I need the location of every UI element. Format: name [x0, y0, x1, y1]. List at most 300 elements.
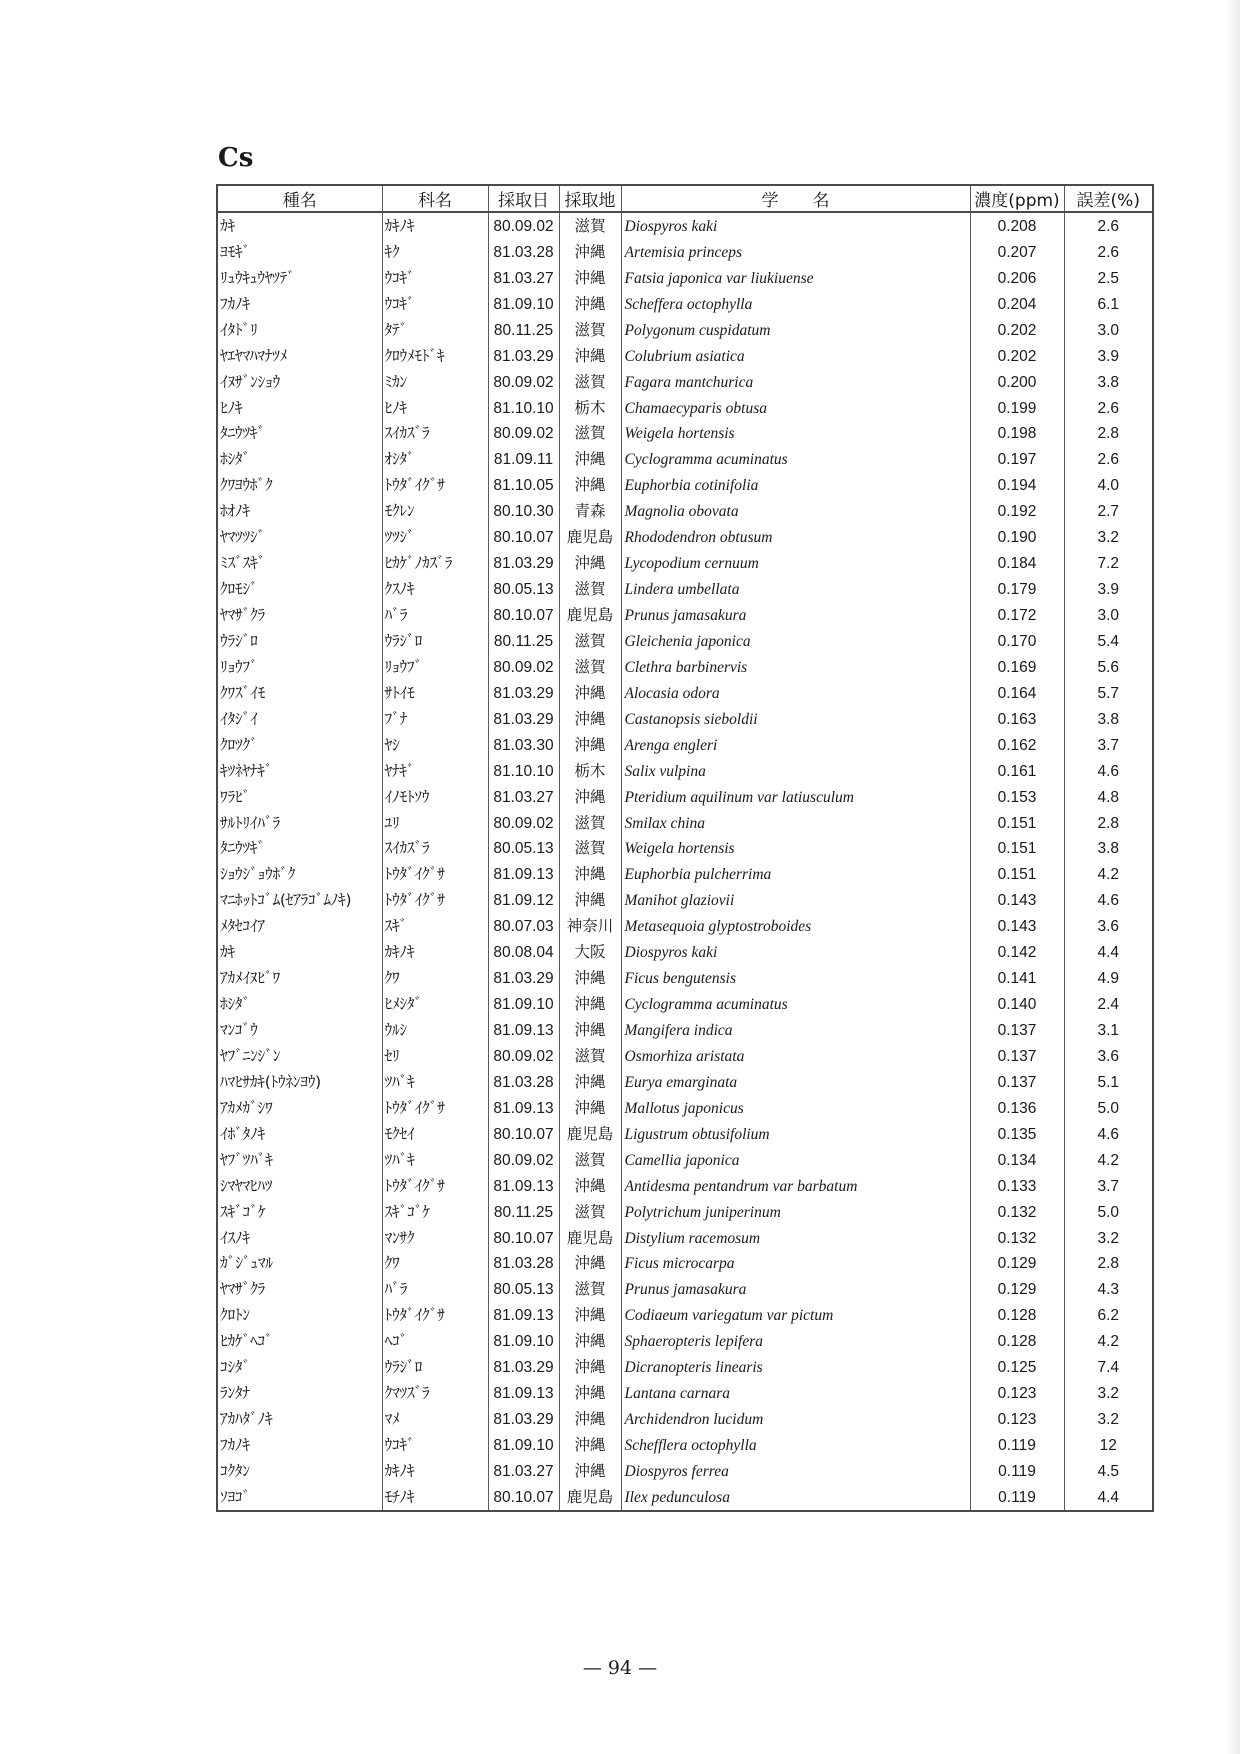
cell-concentration: 0.136	[970, 1095, 1064, 1121]
cell-species-name: ﾔﾏｻﾞｸﾗ	[217, 1276, 382, 1302]
table-row	[217, 265, 1153, 291]
cell-species-name: ｸﾛﾂｸﾞ	[217, 732, 382, 758]
cell-error: 3.1	[1064, 1017, 1153, 1043]
cell-scientific-name: Smilax china	[621, 810, 970, 836]
cell-error: 4.8	[1064, 784, 1153, 810]
cell-location: 沖縄	[559, 991, 621, 1017]
cell-date: 80.10.07	[488, 602, 559, 628]
cell-error: 5.1	[1064, 1069, 1153, 1095]
cell-location: 沖縄	[559, 446, 621, 472]
cell-scientific-name: Camellia japonica	[621, 1147, 970, 1173]
table-row	[217, 810, 1153, 836]
table-row	[217, 446, 1153, 472]
table-row	[217, 1328, 1153, 1354]
cell-date: 81.09.13	[488, 1380, 559, 1406]
cell-date: 81.03.29	[488, 550, 559, 576]
cell-concentration: 0.132	[970, 1225, 1064, 1251]
cell-error: 3.8	[1064, 706, 1153, 732]
cell-location: 栃木	[559, 758, 621, 784]
cell-concentration: 0.128	[970, 1328, 1064, 1354]
cell-family: ｳｺｷﾞ	[382, 1432, 488, 1458]
cell-family: ｳｺｷﾞ	[382, 265, 488, 291]
cell-family: ﾓﾁﾉｷ	[382, 1484, 488, 1511]
cell-species-name: ﾘｮｳﾌﾞ	[217, 654, 382, 680]
cell-family: ﾄｳﾀﾞｲｸﾞｻ	[382, 887, 488, 913]
cell-scientific-name: Colubrium asiatica	[621, 343, 970, 369]
table-row	[217, 498, 1153, 524]
cell-species-name: ｻﾙﾄﾘｲﾊﾞﾗ	[217, 810, 382, 836]
cell-location: 滋賀	[559, 317, 621, 343]
header-species-name: 種名	[217, 185, 382, 212]
cell-date: 81.09.10	[488, 991, 559, 1017]
cell-date: 80.05.13	[488, 1276, 559, 1302]
cell-species-name: ﾋｶｹﾞﾍｺﾞ	[217, 1328, 382, 1354]
cell-scientific-name: Distylium racemosum	[621, 1225, 970, 1251]
page-number: — 94 —	[582, 1657, 658, 1679]
table-row	[217, 395, 1153, 421]
cell-concentration: 0.129	[970, 1251, 1064, 1277]
cell-date: 81.03.28	[488, 1251, 559, 1277]
cell-concentration: 0.142	[970, 939, 1064, 965]
cell-family: ｽｷﾞ	[382, 913, 488, 939]
cell-concentration: 0.204	[970, 291, 1064, 317]
table-row	[217, 654, 1153, 680]
cell-location: 沖縄	[559, 1380, 621, 1406]
cell-location: 滋賀	[559, 576, 621, 602]
table-row	[217, 758, 1153, 784]
cell-concentration: 0.133	[970, 1173, 1064, 1199]
table-row	[217, 1017, 1153, 1043]
table-row	[217, 369, 1153, 395]
cell-species-name: ﾏﾆﾎｯﾄｺﾞﾑ(ｾｱﾗｺﾞﾑﾉｷ)	[217, 887, 382, 913]
cell-family: ｳｺｷﾞ	[382, 291, 488, 317]
cell-concentration: 0.208	[970, 212, 1064, 239]
cell-concentration: 0.137	[970, 1043, 1064, 1069]
cell-concentration: 0.125	[970, 1354, 1064, 1380]
cell-scientific-name: Euphorbia pulcherrima	[621, 861, 970, 887]
cell-location: 滋賀	[559, 628, 621, 654]
cell-location: 沖縄	[559, 265, 621, 291]
cell-error: 3.7	[1064, 732, 1153, 758]
cell-concentration: 0.162	[970, 732, 1064, 758]
cell-family: ﾊﾞﾗ	[382, 602, 488, 628]
cell-species-name: ｳﾗｼﾞﾛ	[217, 628, 382, 654]
cell-concentration: 0.119	[970, 1458, 1064, 1484]
cell-concentration: 0.143	[970, 913, 1064, 939]
cell-location: 鹿児島	[559, 1121, 621, 1147]
cell-scientific-name: Diospyros kaki	[621, 939, 970, 965]
table-body	[217, 212, 1153, 1511]
cell-error: 3.9	[1064, 343, 1153, 369]
cell-concentration: 0.161	[970, 758, 1064, 784]
header-scientific-name: 学 名	[621, 185, 970, 212]
cell-location: 沖縄	[559, 1069, 621, 1095]
cell-species-name: ｷﾂﾈﾔﾅｷﾞ	[217, 758, 382, 784]
cell-location: 沖縄	[559, 1017, 621, 1043]
table-row	[217, 1095, 1153, 1121]
cell-date: 80.05.13	[488, 576, 559, 602]
cell-concentration: 0.140	[970, 991, 1064, 1017]
cell-error: 2.8	[1064, 421, 1153, 447]
table-row	[217, 421, 1153, 447]
cell-error: 4.3	[1064, 1276, 1153, 1302]
cell-family: ｵｼﾀﾞ	[382, 446, 488, 472]
cell-error: 4.2	[1064, 1147, 1153, 1173]
cell-location: 沖縄	[559, 291, 621, 317]
cell-species-name: ﾐｽﾞｽｷﾞ	[217, 550, 382, 576]
cell-concentration: 0.197	[970, 446, 1064, 472]
cell-scientific-name: Antidesma pentandrum var barbatum	[621, 1173, 970, 1199]
cell-species-name: ｸﾜﾖｳﾎﾞｸ	[217, 472, 382, 498]
cell-date: 81.09.11	[488, 446, 559, 472]
table-row	[217, 1380, 1153, 1406]
cell-error: 3.0	[1064, 602, 1153, 628]
cell-error: 3.8	[1064, 369, 1153, 395]
cell-location: 沖縄	[559, 1328, 621, 1354]
cell-scientific-name: Prunus jamasakura	[621, 1276, 970, 1302]
cell-location: 滋賀	[559, 1199, 621, 1225]
cell-family: ﾋｶｹﾞﾉｶｽﾞﾗ	[382, 550, 488, 576]
table-row	[217, 524, 1153, 550]
cell-species-name: ｽｷﾞｺﾞｹ	[217, 1199, 382, 1225]
cell-location: 沖縄	[559, 887, 621, 913]
cell-family: ｸﾏﾂｽﾞﾗ	[382, 1380, 488, 1406]
cell-species-name: ｲﾎﾞﾀﾉｷ	[217, 1121, 382, 1147]
cell-location: 沖縄	[559, 680, 621, 706]
cell-family: ﾄｳﾀﾞｲｸﾞｻ	[382, 1095, 488, 1121]
header-family: 科名	[382, 185, 488, 212]
cell-family: ｶｷﾉｷ	[382, 939, 488, 965]
table-row	[217, 706, 1153, 732]
cell-concentration: 0.123	[970, 1380, 1064, 1406]
cell-species-name: ﾀﾆｳﾂｷﾞ	[217, 421, 382, 447]
cell-date: 80.09.02	[488, 421, 559, 447]
cell-location: 沖縄	[559, 1406, 621, 1432]
cell-scientific-name: Prunus jamasakura	[621, 602, 970, 628]
cell-date: 80.10.07	[488, 1121, 559, 1147]
table-row	[217, 965, 1153, 991]
cell-scientific-name: Weigela hortensis	[621, 836, 970, 862]
cell-species-name: ﾎｵﾉｷ	[217, 498, 382, 524]
header-concentration: 濃度(ppm)	[970, 185, 1064, 212]
cell-location: 沖縄	[559, 861, 621, 887]
table-row	[217, 1276, 1153, 1302]
cell-error: 5.7	[1064, 680, 1153, 706]
cell-error: 2.4	[1064, 991, 1153, 1017]
cell-species-name: ﾔﾌﾞﾂﾊﾞｷ	[217, 1147, 382, 1173]
cell-error: 4.6	[1064, 758, 1153, 784]
cell-error: 4.5	[1064, 1458, 1153, 1484]
cell-error: 2.6	[1064, 239, 1153, 265]
table-row	[217, 1484, 1153, 1511]
cell-scientific-name: Castanopsis sieboldii	[621, 706, 970, 732]
cell-date: 80.11.25	[488, 317, 559, 343]
cell-error: 2.6	[1064, 395, 1153, 421]
table-header-row	[217, 185, 1153, 212]
cell-concentration: 0.206	[970, 265, 1064, 291]
cell-concentration: 0.132	[970, 1199, 1064, 1225]
cell-error: 2.8	[1064, 810, 1153, 836]
cell-family: ｽｷﾞｺﾞｹ	[382, 1199, 488, 1225]
cell-species-name: ﾔﾏﾂﾂｼﾞ	[217, 524, 382, 550]
cell-date: 80.10.30	[488, 498, 559, 524]
cell-location: 沖縄	[559, 239, 621, 265]
cell-date: 81.09.10	[488, 291, 559, 317]
cell-date: 81.09.13	[488, 1095, 559, 1121]
cell-species-name: ﾎｼﾀﾞ	[217, 446, 382, 472]
cell-location: 神奈川	[559, 913, 621, 939]
cell-family: ｳﾙｼ	[382, 1017, 488, 1043]
table-row	[217, 836, 1153, 862]
cell-species-name: ﾔｴﾔﾏﾊﾏﾅﾂﾒ	[217, 343, 382, 369]
table-row	[217, 1251, 1153, 1277]
cell-scientific-name: Codiaeum variegatum var pictum	[621, 1302, 970, 1328]
cell-concentration: 0.123	[970, 1406, 1064, 1432]
cell-error: 3.2	[1064, 1380, 1153, 1406]
table-row	[217, 1147, 1153, 1173]
cell-scientific-name: Clethra barbinervis	[621, 654, 970, 680]
cell-scientific-name: Polygonum cuspidatum	[621, 317, 970, 343]
cell-error: 5.0	[1064, 1199, 1153, 1225]
cell-error: 4.6	[1064, 887, 1153, 913]
cell-date: 80.09.02	[488, 1043, 559, 1069]
cell-species-name: ｲﾀｼﾞｲ	[217, 706, 382, 732]
cell-error: 3.0	[1064, 317, 1153, 343]
cell-date: 81.09.13	[488, 1302, 559, 1328]
cell-date: 81.03.27	[488, 784, 559, 810]
cell-location: 沖縄	[559, 732, 621, 758]
cell-scientific-name: Eurya emarginata	[621, 1069, 970, 1095]
cell-family: ﾓｸﾚﾝ	[382, 498, 488, 524]
cell-family: ﾂﾊﾞｷ	[382, 1147, 488, 1173]
cell-concentration: 0.202	[970, 317, 1064, 343]
cell-species-name: ﾒﾀｾｺｲｱ	[217, 913, 382, 939]
cell-family: ﾔｼ	[382, 732, 488, 758]
cell-species-name: ｱｶﾒｶﾞｼﾜ	[217, 1095, 382, 1121]
cell-concentration: 0.172	[970, 602, 1064, 628]
cell-species-name: ﾌｶﾉｷ	[217, 1432, 382, 1458]
cell-species-name: ﾏﾝｺﾞｳ	[217, 1017, 382, 1043]
cell-date: 80.11.25	[488, 628, 559, 654]
cell-species-name: ｶｷ	[217, 939, 382, 965]
cell-date: 80.09.02	[488, 369, 559, 395]
table-row	[217, 239, 1153, 265]
scan-edge-shadow	[1226, 0, 1240, 1754]
cell-scientific-name: Salix vulpina	[621, 758, 970, 784]
table-row	[217, 913, 1153, 939]
cell-error: 3.6	[1064, 913, 1153, 939]
cell-family: ｽｲｶｽﾞﾗ	[382, 421, 488, 447]
cell-scientific-name: Rhododendron obtusum	[621, 524, 970, 550]
cell-date: 80.10.07	[488, 1484, 559, 1511]
cell-family: ｸﾛｳﾒﾓﾄﾞｷ	[382, 343, 488, 369]
cell-family: ﾄｳﾀﾞｲｸﾞｻ	[382, 472, 488, 498]
cell-scientific-name: Ilex pedunculosa	[621, 1484, 970, 1511]
cell-error: 12	[1064, 1432, 1153, 1458]
cell-scientific-name: Diospyros kaki	[621, 212, 970, 239]
cell-family: ﾄｳﾀﾞｲｸﾞｻ	[382, 1302, 488, 1328]
cell-scientific-name: Archidendron lucidum	[621, 1406, 970, 1432]
cell-species-name: ｸﾛﾓｼﾞ	[217, 576, 382, 602]
cell-error: 4.4	[1064, 1484, 1153, 1511]
cell-location: 鹿児島	[559, 524, 621, 550]
table-row	[217, 212, 1153, 239]
cell-scientific-name: Pteridium aquilinum var latiusculum	[621, 784, 970, 810]
table-row	[217, 1406, 1153, 1432]
cell-error: 3.6	[1064, 1043, 1153, 1069]
cell-location: 沖縄	[559, 1354, 621, 1380]
cell-concentration: 0.151	[970, 810, 1064, 836]
cell-concentration: 0.135	[970, 1121, 1064, 1147]
cell-family: ﾂﾂｼﾞ	[382, 524, 488, 550]
cell-location: 沖縄	[559, 1173, 621, 1199]
cell-location: 沖縄	[559, 1432, 621, 1458]
cell-concentration: 0.134	[970, 1147, 1064, 1173]
cell-concentration: 0.137	[970, 1017, 1064, 1043]
cell-family: ﾓｸｾｲ	[382, 1121, 488, 1147]
cell-species-name: ｲｽﾉｷ	[217, 1225, 382, 1251]
cell-error: 3.2	[1064, 1225, 1153, 1251]
cell-concentration: 0.169	[970, 654, 1064, 680]
cell-date: 80.09.02	[488, 654, 559, 680]
cell-species-name: ﾌｶﾉｷ	[217, 291, 382, 317]
cell-location: 鹿児島	[559, 602, 621, 628]
cell-concentration: 0.190	[970, 524, 1064, 550]
table-row	[217, 1121, 1153, 1147]
cell-species-name: ﾔﾏｻﾞｸﾗ	[217, 602, 382, 628]
cell-family: ﾄｳﾀﾞｲｸﾞｻ	[382, 861, 488, 887]
cell-error: 4.2	[1064, 861, 1153, 887]
cell-family: ﾐｶﾝ	[382, 369, 488, 395]
cell-species-name: ﾗﾝﾀﾅ	[217, 1380, 382, 1406]
cell-date: 80.08.04	[488, 939, 559, 965]
cell-concentration: 0.199	[970, 395, 1064, 421]
cell-concentration: 0.119	[970, 1432, 1064, 1458]
table-row	[217, 472, 1153, 498]
cell-error: 3.2	[1064, 1406, 1153, 1432]
cell-location: 滋賀	[559, 836, 621, 862]
cell-location: 沖縄	[559, 784, 621, 810]
cell-scientific-name: Cyclogramma acuminatus	[621, 446, 970, 472]
element-heading: Cs	[218, 143, 254, 173]
header-error: 誤差(%)	[1064, 185, 1153, 212]
table-row	[217, 1432, 1153, 1458]
cell-scientific-name: Gleichenia japonica	[621, 628, 970, 654]
cell-species-name: ﾋﾉｷ	[217, 395, 382, 421]
cell-species-name: ﾖﾓｷﾞ	[217, 239, 382, 265]
cell-date: 81.09.12	[488, 887, 559, 913]
cell-family: ｶｷﾉｷ	[382, 212, 488, 239]
cell-scientific-name: Alocasia odora	[621, 680, 970, 706]
cell-species-name: ﾎｼﾀﾞ	[217, 991, 382, 1017]
cell-error: 6.1	[1064, 291, 1153, 317]
cell-scientific-name: Sphaeropteris lepifera	[621, 1328, 970, 1354]
cell-location: 滋賀	[559, 212, 621, 239]
table-row	[217, 1043, 1153, 1069]
cell-error: 6.2	[1064, 1302, 1153, 1328]
cell-family: ﾋﾒｼﾀﾞ	[382, 991, 488, 1017]
cell-family: ﾊﾞﾗ	[382, 1276, 488, 1302]
cell-location: 沖縄	[559, 1302, 621, 1328]
cell-concentration: 0.207	[970, 239, 1064, 265]
table-row	[217, 732, 1153, 758]
cell-date: 80.09.02	[488, 212, 559, 239]
table-row	[217, 1173, 1153, 1199]
table-row	[217, 317, 1153, 343]
cell-location: 青森	[559, 498, 621, 524]
cell-scientific-name: Scheffera octophylla	[621, 291, 970, 317]
cell-scientific-name: Schefflera octophylla	[621, 1432, 970, 1458]
table-row	[217, 939, 1153, 965]
cell-scientific-name: Diospyros ferrea	[621, 1458, 970, 1484]
cell-location: 栃木	[559, 395, 621, 421]
cell-family: ｶｷﾉｷ	[382, 1458, 488, 1484]
cell-concentration: 0.143	[970, 887, 1064, 913]
cell-species-name: ｼｮｳｼﾞｮｳﾎﾞｸ	[217, 861, 382, 887]
cell-scientific-name: Weigela hortensis	[621, 421, 970, 447]
table-row	[217, 680, 1153, 706]
cell-concentration: 0.198	[970, 421, 1064, 447]
cell-family: ﾘｮｳﾌﾞ	[382, 654, 488, 680]
header-date: 採取日	[488, 185, 559, 212]
cell-family: ｲﾉﾓﾄｿｳ	[382, 784, 488, 810]
cell-family: ﾔﾅｷﾞ	[382, 758, 488, 784]
cell-location: 沖縄	[559, 1251, 621, 1277]
cell-location: 沖縄	[559, 965, 621, 991]
cell-error: 5.0	[1064, 1095, 1153, 1121]
cell-location: 沖縄	[559, 706, 621, 732]
cell-family: ﾌﾞﾅ	[382, 706, 488, 732]
cell-error: 4.2	[1064, 1328, 1153, 1354]
table-row	[217, 1458, 1153, 1484]
cell-location: 沖縄	[559, 1095, 621, 1121]
table-row	[217, 1199, 1153, 1225]
cell-location: 沖縄	[559, 1458, 621, 1484]
cell-concentration: 0.194	[970, 472, 1064, 498]
cell-error: 2.7	[1064, 498, 1153, 524]
cell-date: 80.11.25	[488, 1199, 559, 1225]
cell-species-name: ｺｸﾀﾝ	[217, 1458, 382, 1484]
cell-error: 2.6	[1064, 212, 1153, 239]
cell-concentration: 0.151	[970, 861, 1064, 887]
cell-scientific-name: Osmorhiza aristata	[621, 1043, 970, 1069]
cell-date: 81.03.28	[488, 1069, 559, 1095]
cell-error: 3.8	[1064, 836, 1153, 862]
cell-concentration: 0.164	[970, 680, 1064, 706]
cell-species-name: ｸﾜｽﾞｲﾓ	[217, 680, 382, 706]
cell-date: 81.10.10	[488, 758, 559, 784]
cell-family: ﾂﾊﾞｷ	[382, 1069, 488, 1095]
cell-concentration: 0.184	[970, 550, 1064, 576]
cell-error: 7.4	[1064, 1354, 1153, 1380]
cell-date: 81.03.30	[488, 732, 559, 758]
table-row	[217, 784, 1153, 810]
cell-error: 4.0	[1064, 472, 1153, 498]
cell-date: 81.03.29	[488, 706, 559, 732]
header-location: 採取地	[559, 185, 621, 212]
cell-family: ｸﾜ	[382, 1251, 488, 1277]
cell-concentration: 0.192	[970, 498, 1064, 524]
cell-species-name: ﾔﾌﾞﾆﾝｼﾞﾝ	[217, 1043, 382, 1069]
cell-location: 滋賀	[559, 1276, 621, 1302]
cell-scientific-name: Ficus bengutensis	[621, 965, 970, 991]
cell-species-name: ｲﾀﾄﾞﾘ	[217, 317, 382, 343]
cell-error: 2.8	[1064, 1251, 1153, 1277]
cell-family: ﾍｺﾞ	[382, 1328, 488, 1354]
cell-scientific-name: Lantana carnara	[621, 1380, 970, 1406]
cell-family: ｸﾜ	[382, 965, 488, 991]
cell-location: 沖縄	[559, 550, 621, 576]
